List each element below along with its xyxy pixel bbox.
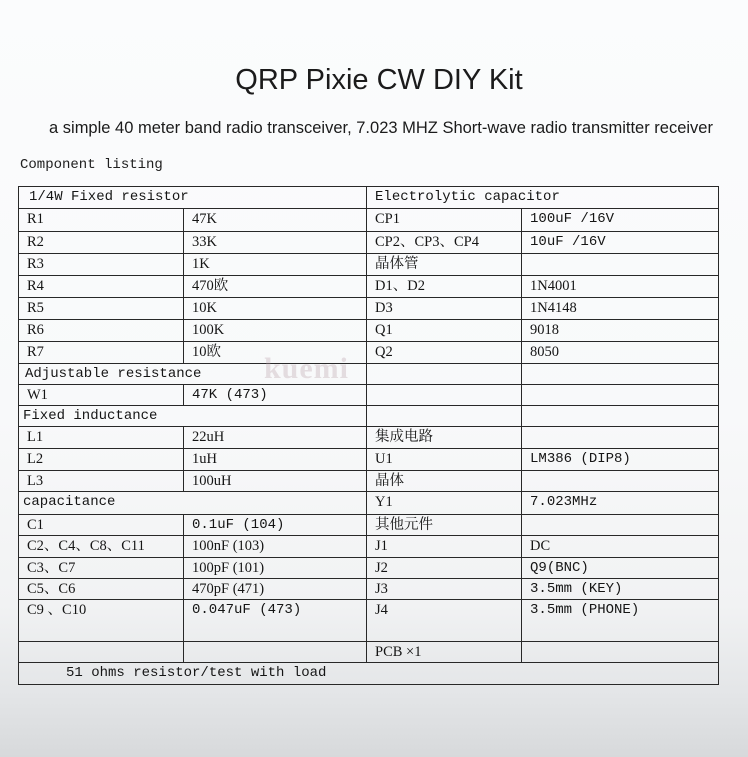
component-ref: L1 [19,427,184,449]
component-value: DC [522,536,719,558]
category-header: 集成电路 [367,427,522,449]
component-ref: J3 [367,579,522,600]
component-ref: C2、C4、C8、C11 [19,536,184,558]
component-ref: R7 [19,342,184,364]
component-value: 0.047uF (473) [184,600,367,642]
empty-cell [522,642,719,663]
table-row [19,209,719,232]
category-header: Adjustable resistance [19,364,367,385]
component-ref: Q1 [367,320,522,342]
component-ref: R5 [19,298,184,320]
category-header: Electrolytic capacitor [367,187,719,209]
component-ref: PCB ×1 [367,642,522,663]
component-value: 10K [184,298,367,320]
component-ref: J2 [367,558,522,579]
table-row [19,364,719,385]
component-value: 33K [184,232,367,254]
component-value: 10uF /16V [522,232,719,254]
table-row [19,342,719,364]
component-value: 47K (473) [184,385,367,406]
table-row [19,276,719,298]
component-ref: U1 [367,449,522,471]
component-ref: W1 [19,385,184,406]
table-row [19,579,719,600]
watermark: kuemi [264,352,350,385]
component-value: 7.023MHz [522,492,719,515]
category-header: 晶体 [367,471,522,492]
component-ref: C3、C7 [19,558,184,579]
table-row [19,320,719,342]
component-ref: Y1 [367,492,522,515]
component-value: 470pF (471) [184,579,367,600]
table-row [19,406,719,427]
table-row [19,385,719,406]
empty-cell [367,364,522,385]
component-ref: J1 [367,536,522,558]
component-ref: C1 [19,515,184,536]
category-header: 其他元件 [367,515,522,536]
table-row [19,232,719,254]
component-ref: L3 [19,471,184,492]
empty-cell [367,406,522,427]
empty-cell [522,364,719,385]
component-ref: J4 [367,600,522,642]
component-value: Q9(BNC) [522,558,719,579]
category-header: Fixed inductance [19,406,367,427]
empty-cell [367,385,522,406]
component-ref: D1、D2 [367,276,522,298]
category-header: 1/4W Fixed resistor [19,187,367,209]
table-row [19,600,719,642]
component-ref: Q2 [367,342,522,364]
component-value: 100K [184,320,367,342]
table-row [19,471,719,492]
component-value: 1N4148 [522,298,719,320]
empty-cell [522,385,719,406]
component-value: 22uH [184,427,367,449]
component-value: 3.5mm (KEY) [522,579,719,600]
component-value: 1uH [184,449,367,471]
component-ref: L2 [19,449,184,471]
component-value: 3.5mm (PHONE) [522,600,719,642]
component-ref: C5、C6 [19,579,184,600]
category-header: 晶体管 [367,254,522,276]
category-header: capacitance [19,492,367,515]
footer-note: 51 ohms resistor/test with load [19,663,719,685]
table-row [19,663,719,685]
component-ref: D3 [367,298,522,320]
component-value: 10欧 [184,342,367,364]
component-value: 100pF (101) [184,558,367,579]
component-ref: CP2、CP3、CP4 [367,232,522,254]
component-ref: C9 、C10 [19,600,184,642]
component-ref: R3 [19,254,184,276]
table-row [19,536,719,558]
empty-cell [522,515,719,536]
empty-cell [522,427,719,449]
table-row [19,449,719,471]
table-row [19,492,719,515]
component-value: LM386 (DIP8) [522,449,719,471]
empty-cell [184,642,367,663]
component-ref: R2 [19,232,184,254]
component-value: 1N4001 [522,276,719,298]
component-value: 8050 [522,342,719,364]
section-label: Component listing [20,157,163,173]
component-ref: CP1 [367,209,522,232]
table-row [19,427,719,449]
component-value: 100nF (103) [184,536,367,558]
table-row [19,187,719,209]
table-row [19,254,719,276]
component-value: 9018 [522,320,719,342]
component-ref: R1 [19,209,184,232]
component-table [18,186,719,685]
empty-cell [522,471,719,492]
component-value: 47K [184,209,367,232]
document-subtitle: a simple 40 meter band radio transceiver, 7.023 MHZ Short-wave radio transmitter receiver [49,119,713,137]
component-value: 100uH [184,471,367,492]
component-value: 0.1uF (104) [184,515,367,536]
empty-cell [522,406,719,427]
document-title: QRP Pixie CW DIY Kit [235,64,523,96]
component-value: 470欧 [184,276,367,298]
table-row [19,642,719,663]
component-value: 1K [184,254,367,276]
component-ref: R6 [19,320,184,342]
empty-cell [19,642,184,663]
table-row [19,558,719,579]
table-row [19,298,719,320]
empty-cell [522,254,719,276]
component-ref: R4 [19,276,184,298]
component-value: 100uF /16V [522,209,719,232]
table-row [19,515,719,536]
